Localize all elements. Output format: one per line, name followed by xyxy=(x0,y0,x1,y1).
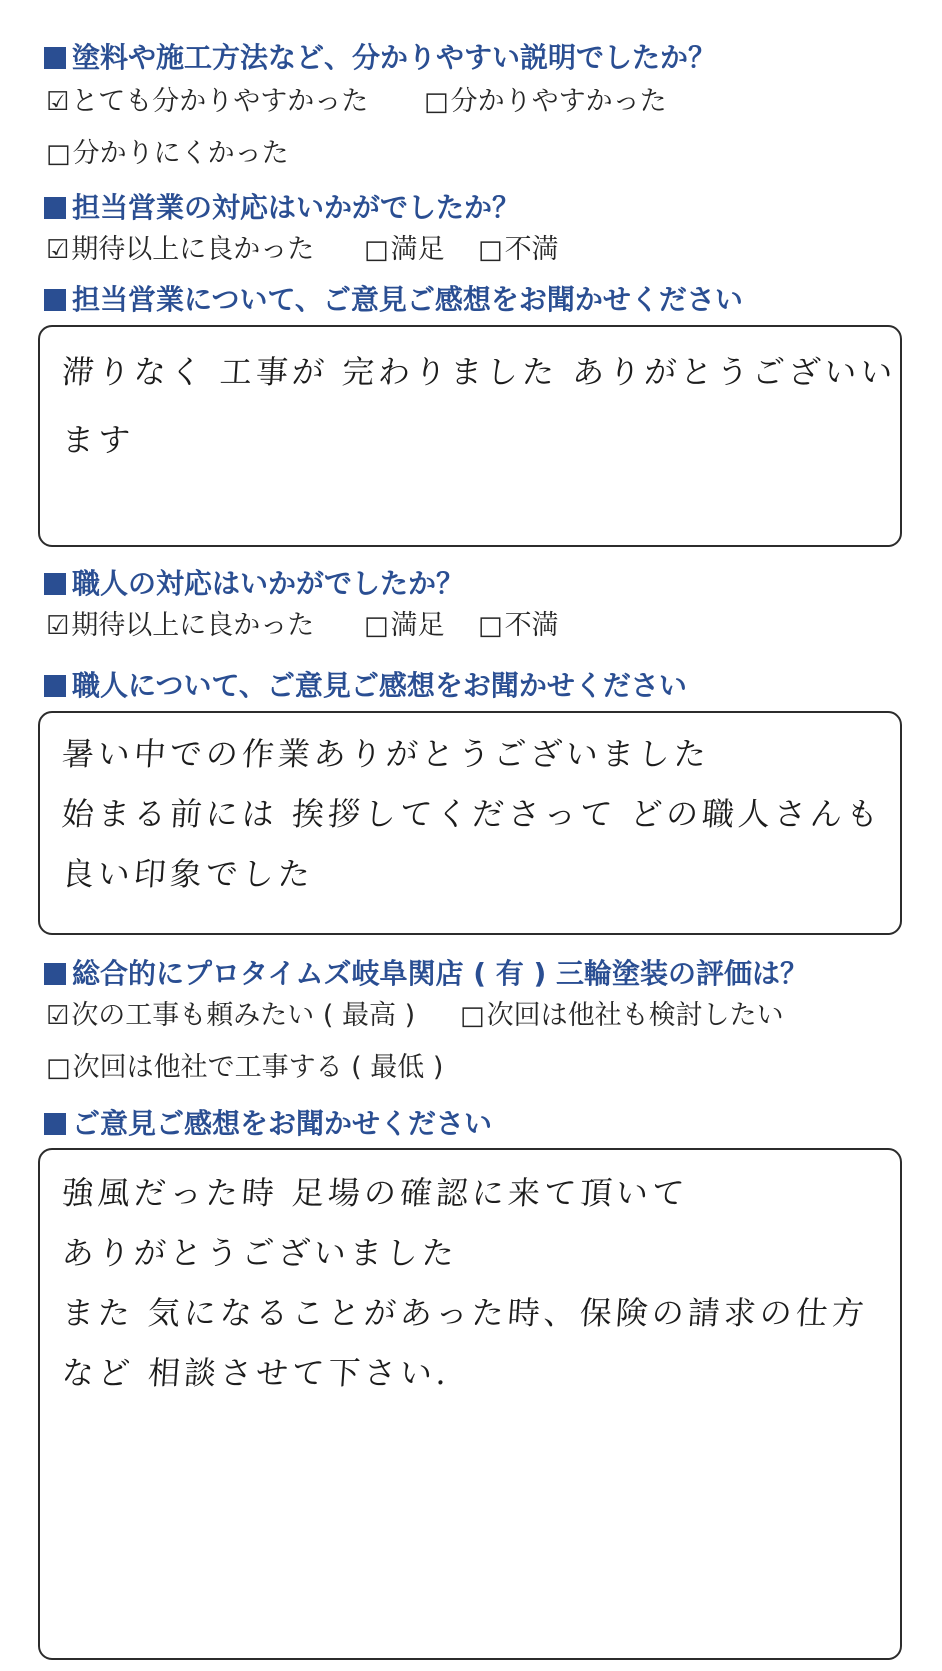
handwritten-line: 暑い中での作業ありがとうございました xyxy=(60,735,712,773)
unchecked-box-icon: □ xyxy=(478,611,503,641)
checked-box-icon: ☑ xyxy=(46,1001,70,1031)
q7-answer-box[interactable] xyxy=(38,1148,902,1660)
unchecked-box-icon: □ xyxy=(364,611,389,641)
heading-square-icon xyxy=(44,197,66,219)
handwritten-line: 始まる前には 挨拶してくださって どの職人さんも xyxy=(60,795,884,833)
q2-heading: 担当営業の対応はいかがでしたか？ xyxy=(44,194,520,222)
heading-square-icon xyxy=(44,47,66,69)
q6-option-3[interactable]: □次回は他社で工事する ( 最低 ) xyxy=(46,1052,444,1083)
q2-option-1[interactable]: ☑期待以上に良かった xyxy=(46,234,315,265)
q2-option-2[interactable]: □満足 xyxy=(364,234,445,265)
handwritten-line: 強風だった時 足場の確認に来て頂いて xyxy=(60,1174,690,1212)
q6-option-1[interactable]: ☑次の工事も頼みたい ( 最高 ) xyxy=(46,1000,416,1031)
q1-option-3[interactable]: □分かりにくかった xyxy=(46,138,289,169)
q5-heading: 職人について、ご意見ご感想をお聞かせください xyxy=(44,672,687,700)
checked-box-icon: ☑ xyxy=(46,235,70,265)
unchecked-box-icon: □ xyxy=(424,87,449,117)
q1-option-2[interactable]: □分かりやすかった xyxy=(424,86,667,117)
heading-square-icon xyxy=(44,675,66,697)
heading-square-icon xyxy=(44,289,66,311)
q3-heading: 担当営業について、ご意見ご感想をお聞かせください xyxy=(44,286,743,314)
handwritten-line: また 気になることがあった時、保険の請求の仕方 xyxy=(60,1294,870,1332)
handwritten-line: 滞りなく 工事が 完わりました ありがとうございい xyxy=(60,353,898,391)
q5-answer-box[interactable] xyxy=(38,711,902,935)
q2-option-3[interactable]: □不満 xyxy=(478,234,559,265)
heading-square-icon xyxy=(44,963,66,985)
unchecked-box-icon: □ xyxy=(46,1053,71,1083)
checked-box-icon: ☑ xyxy=(46,87,70,117)
unchecked-box-icon: □ xyxy=(460,1001,485,1031)
q4-option-3[interactable]: □不満 xyxy=(478,610,559,641)
checked-box-icon: ☑ xyxy=(46,611,70,641)
unchecked-box-icon: □ xyxy=(364,235,389,265)
q4-heading: 職人の対応はいかがでしたか？ xyxy=(44,570,464,598)
unchecked-box-icon: □ xyxy=(478,235,503,265)
q1-option-1[interactable]: ☑とても分かりやすかった xyxy=(46,86,369,117)
heading-square-icon xyxy=(44,573,66,595)
q6-option-2[interactable]: □次回は他社も検討したい xyxy=(460,1000,784,1031)
q4-option-2[interactable]: □満足 xyxy=(364,610,445,641)
handwritten-line: ありがとうございました xyxy=(60,1234,460,1272)
unchecked-box-icon: □ xyxy=(46,139,71,169)
q4-option-1[interactable]: ☑期待以上に良かった xyxy=(46,610,315,641)
q3-answer-box[interactable] xyxy=(38,325,902,547)
q1-heading: 塗料や施工方法など、分かりやすい説明でしたか？ xyxy=(44,44,716,72)
heading-square-icon xyxy=(44,1113,66,1135)
q7-heading: ご意見ご感想をお聞かせください xyxy=(44,1110,492,1138)
q6-heading: 総合的にプロタイムズ岐阜関店 ( 有 ) 三輪塗装の評価は？ xyxy=(44,960,808,988)
handwritten-line: 良い印象でした xyxy=(60,855,316,893)
handwritten-line: など 相談させて下さい. xyxy=(60,1354,452,1392)
handwritten-line: ます xyxy=(60,421,136,459)
